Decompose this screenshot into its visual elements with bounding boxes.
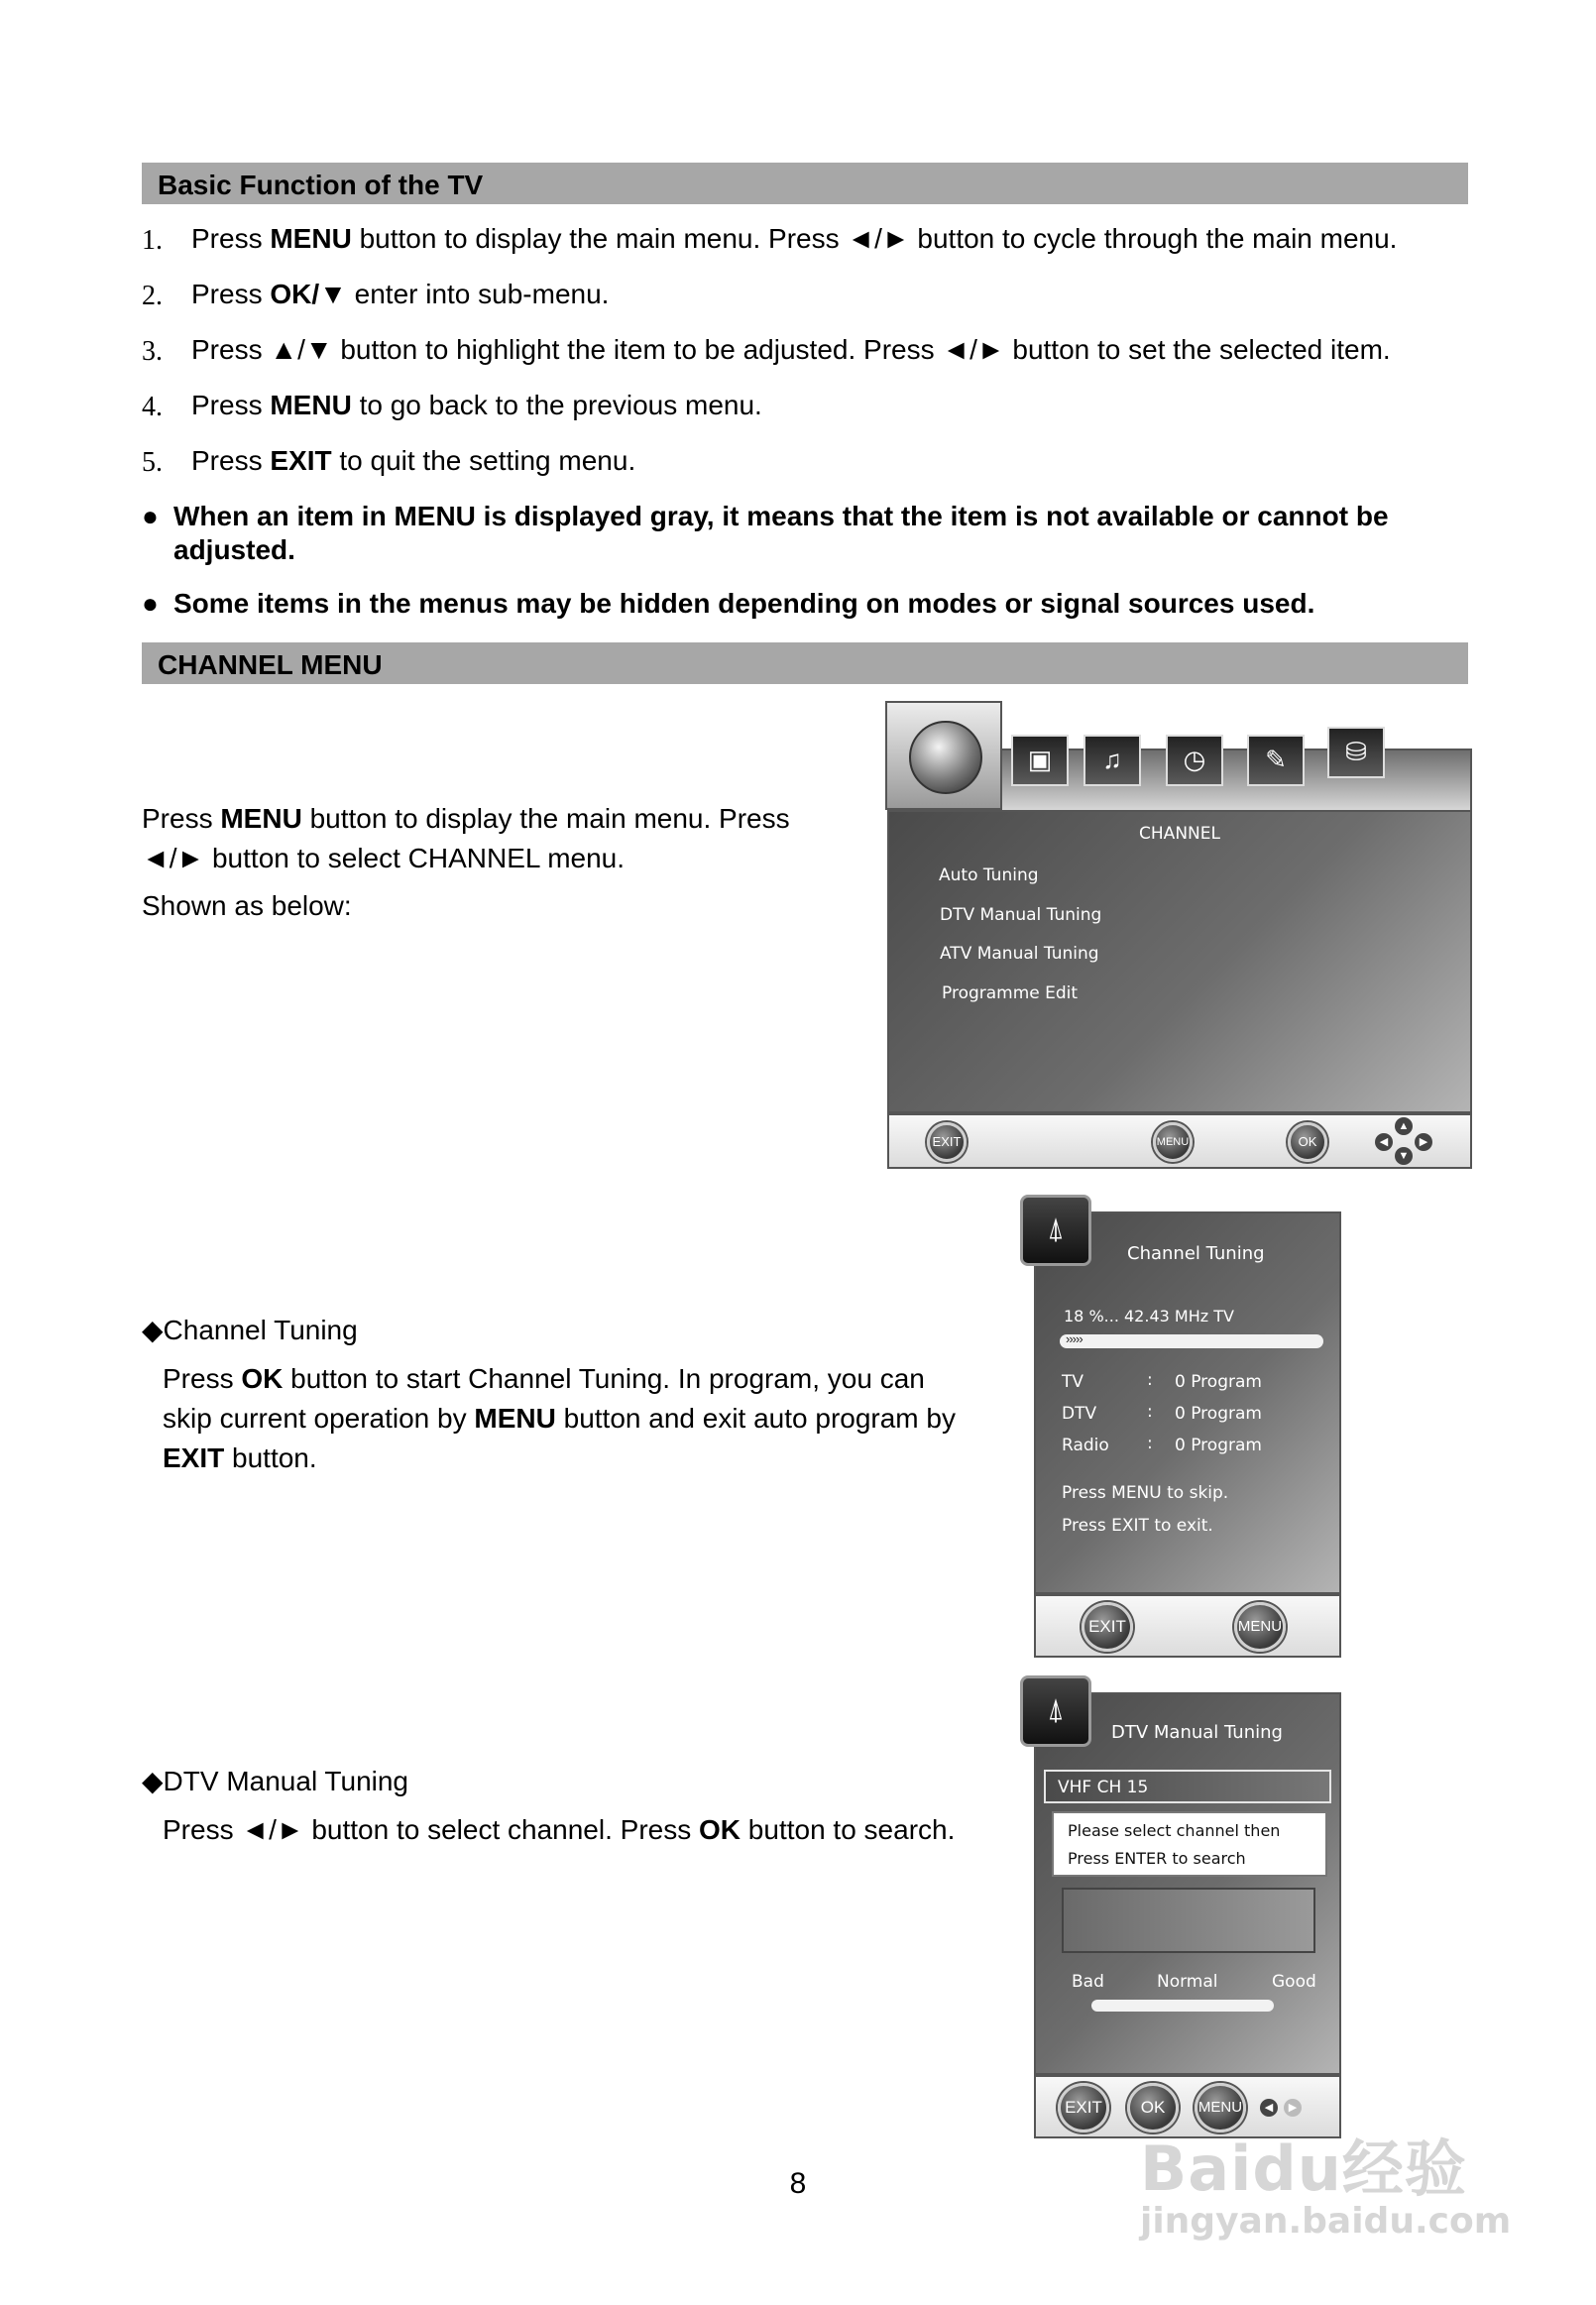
diamond-bullet-icon: ◆ [142, 1766, 164, 1796]
radio-label: Radio [1062, 1436, 1109, 1455]
baidu-watermark: Baidu经验 [1140, 2132, 1467, 2205]
channel-intro: Press MENU button to display the main menu. Press ◄/► button to select CHANNEL menu. Shown as below: [142, 803, 790, 921]
radio-count: 0 Program [1175, 1436, 1262, 1455]
up-arrow-icon[interactable]: ▲ [1395, 1117, 1413, 1135]
quality-bad-label: Bad [1072, 1972, 1104, 1992]
exit-button[interactable]: EXIT [927, 1122, 967, 1162]
sound-icon: ♫ [1102, 745, 1122, 774]
instruction-box: Please select channel then Press ENTER to search [1052, 1811, 1327, 1877]
globe-icon [909, 721, 982, 794]
progress-arrows: ››››› [1066, 1331, 1083, 1346]
section-title: Basic Function of the TV [158, 170, 484, 200]
menu-footer [887, 1113, 1472, 1169]
dtv-title: DTV Manual Tuning [1111, 1722, 1283, 1743]
tab-time[interactable] [1166, 735, 1223, 786]
dtv-manual-heading: ◆DTV Manual Tuning [142, 1766, 409, 1796]
quality-good-label: Good [1272, 1972, 1316, 1992]
ok-button[interactable]: OK [1288, 1122, 1327, 1162]
channel-tuning-screen [1020, 1195, 1344, 1661]
dtv-label: DTV [1062, 1404, 1097, 1424]
bullet-icon: ● [142, 501, 159, 531]
tv-count: 0 Program [1175, 1372, 1262, 1392]
list-item: 2. Press OK/▼ enter into sub-menu. [142, 279, 610, 311]
channel-selector[interactable] [1044, 1770, 1331, 1803]
clock-icon: ◷ [1183, 745, 1206, 774]
tab-setup[interactable] [1247, 735, 1305, 786]
menu-item-auto-tuning[interactable]: Auto Tuning [939, 865, 1039, 885]
section-title: CHANNEL MENU [158, 649, 383, 680]
quality-normal-label: Normal [1157, 1972, 1218, 1992]
list-item: 3. Press ▲/▼ button to highlight the item to be adjusted. Press ◄/► button to set the selected item. [142, 334, 1391, 367]
channel-tuning-heading: ◆Channel Tuning [142, 1315, 358, 1345]
channel-tuning-text: Press OK button to start Channel Tuning. In program, you can skip current operation by MENU button and exit auto program by EXIT button. [163, 1363, 956, 1473]
tv-channel-menu-screen [885, 701, 1472, 1173]
dtv-manual-tuning-screen [1020, 1675, 1344, 2141]
tab-sound[interactable] [1083, 735, 1141, 786]
exit-button[interactable]: EXIT [1058, 2083, 1109, 2132]
tuning-progress-bar [1060, 1331, 1323, 1348]
list-item: 4. Press MENU to go back to the previous menu. [142, 390, 762, 422]
tuning-status: 18 %... 42.43 MHz TV [1064, 1307, 1234, 1325]
menu-title: CHANNEL [1139, 824, 1220, 844]
step-number: 3. [142, 336, 163, 367]
antenna-icon: ⍋ [1020, 1195, 1091, 1266]
tv-label: TV [1062, 1372, 1084, 1392]
tuning-body: Channel Tuning 18 %... 42.43 MHz TV ››››› TV : 0 Program DTV : 0 Program Radio : 0 Program Press MENU to skip. Press EXIT to exit. [1034, 1211, 1341, 1594]
left-arrow-icon[interactable]: ◀ [1375, 1133, 1393, 1151]
tab-lock[interactable] [1327, 727, 1385, 778]
dtv-body [1034, 1692, 1341, 2075]
tab-channel[interactable] [885, 701, 1002, 810]
setup-icon: ✎ [1265, 745, 1287, 774]
channel-value: VHF CH 15 [1058, 1778, 1149, 1797]
menu-body [887, 810, 1472, 1113]
skip-hint: Press MENU to skip. [1062, 1483, 1229, 1503]
list-item: 5. Press EXIT to quit the setting menu. [142, 445, 636, 478]
exit-button[interactable]: EXIT [1082, 1602, 1133, 1652]
signal-graph-box [1062, 1888, 1315, 1953]
step-number: 2. [142, 281, 163, 311]
menu-button[interactable]: MENU [1195, 2083, 1246, 2132]
ok-button[interactable]: OK [1127, 2083, 1179, 2132]
note-item: ● Some items in the menus may be hidden depending on modes or signal sources used. [142, 588, 1315, 619]
list-item: 1. Press MENU button to display the main menu. Press ◄/► button to cycle through the main menu. [142, 223, 1398, 256]
step-number: 5. [142, 447, 163, 478]
step-number: 4. [142, 392, 163, 422]
lock-icon: ⛁ [1345, 737, 1367, 766]
right-arrow-icon[interactable]: ▶ [1415, 1133, 1432, 1151]
picture-icon: ▣ [1027, 745, 1053, 774]
signal-quality-bar [1091, 2000, 1274, 2012]
tuning-title: Channel Tuning [1127, 1243, 1265, 1264]
dtv-manual-text: Press ◄/► button to select channel. Press OK button to search. [163, 1814, 956, 1845]
menu-button[interactable]: MENU [1153, 1122, 1193, 1162]
diamond-bullet-icon: ◆ [142, 1315, 164, 1345]
left-arrow-icon[interactable]: ◀ [1260, 2099, 1278, 2117]
antenna-icon: ⍋ [1020, 1675, 1091, 1747]
section-header-channel-menu [142, 642, 1468, 684]
menu-item-dtv-manual-tuning[interactable]: DTV Manual Tuning [940, 905, 1102, 925]
bullet-icon: ● [142, 588, 159, 619]
menu-button[interactable]: MENU [1234, 1602, 1286, 1652]
down-arrow-icon[interactable]: ▼ [1395, 1147, 1413, 1165]
menu-item-atv-manual-tuning[interactable]: ATV Manual Tuning [940, 944, 1099, 964]
tuning-footer [1034, 1594, 1341, 1658]
dtv-count: 0 Program [1175, 1404, 1262, 1424]
section-header-basic-function [142, 163, 1468, 204]
note-item: ● When an item in MENU is displayed gray, it means that the item is not available or cannot be adjusted. [142, 501, 1389, 565]
exit-hint: Press EXIT to exit. [1062, 1516, 1213, 1536]
menu-item-programme-edit[interactable]: Programme Edit [942, 983, 1079, 1003]
page-number: 8 [789, 2167, 807, 2200]
right-arrow-icon[interactable]: ▶ [1284, 2099, 1302, 2117]
tab-picture[interactable] [1011, 735, 1069, 786]
step-number: 1. [142, 225, 163, 256]
baidu-watermark-url: jingyan.baidu.com [1140, 2201, 1512, 2242]
